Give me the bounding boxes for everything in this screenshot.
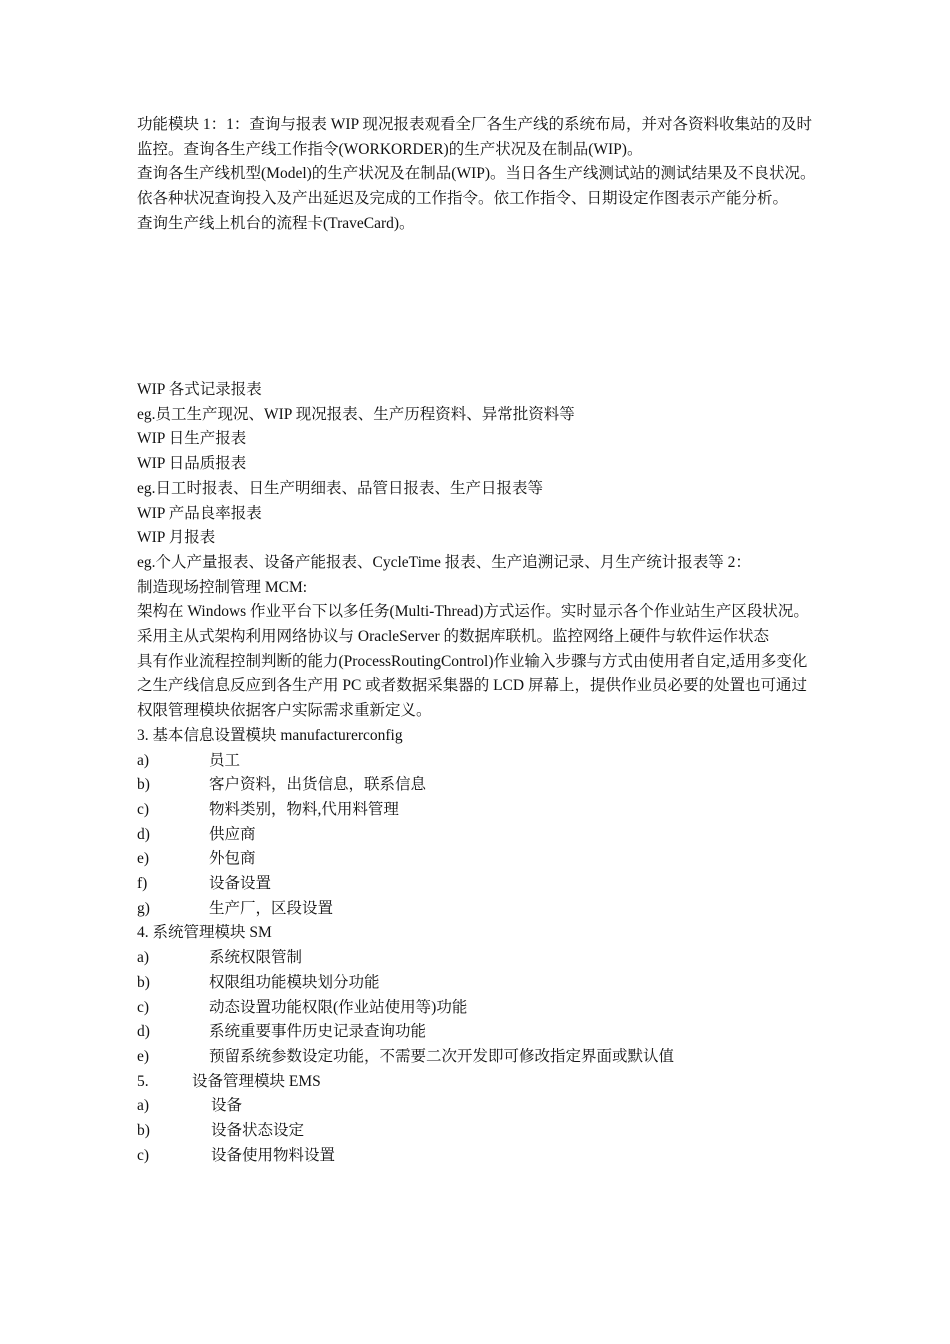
- list-marker: b): [137, 776, 150, 794]
- paragraph: WIP 产品良率报表: [137, 504, 262, 522]
- list-text: 设备设置: [209, 875, 272, 893]
- list-marker: a): [137, 949, 150, 967]
- paragraph: eg.个人产量报表、设备产能报表、CycleTime 报表、生产追溯记录、月生产统计报表等 2：: [137, 553, 751, 571]
- paragraph: 采用主从式架构利用网络协议与 OracleServer 的数据库联机。监控网络上硬件与软件运作状态: [137, 628, 770, 646]
- list-marker: g): [137, 899, 150, 917]
- list-text: 预留系统参数设定功能，不需要二次开发即可修改指定界面或默认值: [209, 1047, 675, 1065]
- paragraph: WIP 日品质报表: [137, 455, 247, 473]
- paragraph: 制造现场控制管理 MCM:: [137, 578, 308, 596]
- paragraph: WIP 月报表: [137, 529, 216, 547]
- paragraph: eg.员工生产现况、WIP 现况报表、生产历程资料、异常批资料等: [137, 405, 575, 423]
- list-item: [137, 897, 817, 922]
- module5-title: 设备管理模块 EMS: [192, 1072, 321, 1090]
- list-item: [137, 1045, 817, 1070]
- list-text: 系统重要事件历史记录查询功能: [209, 1023, 427, 1041]
- list-item: [137, 798, 817, 823]
- list-text: 生产厂，区段设置: [209, 899, 334, 917]
- list-marker: c): [137, 1146, 150, 1164]
- list-item: [137, 971, 817, 996]
- module3-heading: 3. 基本信息设置模块 manufacturerconfig: [137, 726, 403, 744]
- list-marker: e): [137, 850, 150, 868]
- list-text: 员工: [209, 751, 241, 769]
- list-text: 权限组功能模块划分功能: [209, 973, 380, 991]
- module4-heading: 4. 系统管理模块 SM: [137, 924, 272, 942]
- list-item: [137, 749, 817, 774]
- list-item: [137, 946, 817, 971]
- paragraph: WIP 日生产报表: [137, 430, 247, 448]
- list-item: [137, 1144, 817, 1169]
- paragraph: 架构在 Windows 作业平台下以多任务(Multi-Thread)方式运作。实时显示各个作业站生产区段状况。: [137, 603, 809, 621]
- list-marker: d): [137, 1023, 150, 1041]
- module5-heading: [137, 1070, 817, 1095]
- list-text: 供应商: [209, 825, 256, 843]
- list-item: [137, 1094, 817, 1119]
- section-query-reports: [137, 113, 817, 237]
- list-item: [137, 823, 817, 848]
- list-text: 物料类别，物料,代用料管理: [209, 800, 399, 818]
- module5-number: 5.: [137, 1072, 149, 1090]
- list-text: 系统权限管制: [209, 949, 303, 967]
- paragraph: 查询各生产线机型(Model)的生产状况及在制品(WIP)。当日各生产线测试站的测试结果及不良状况。依各种状况查询投入及产出延迟及完成的工作指令。依工作指令、日期设定作图表示产能分析。: [137, 165, 816, 208]
- list-item: [137, 1119, 817, 1144]
- list-text: 设备使用物料设置: [211, 1146, 336, 1164]
- list-marker: a): [137, 751, 150, 769]
- list-text: 外包商: [209, 850, 256, 868]
- list-marker: c): [137, 800, 150, 818]
- paragraph: 具有作业流程控制判断的能力(ProcessRoutingControl)作业输入步骤与方式由使用者自定,适用多变化之生产线信息反应到各生产用 PC 或者数据采集器的 LCD 屏幕上，提供作业员必要的处置也可通过权限管理模块依据客户实际需求重新定义。: [137, 652, 808, 720]
- paragraph: eg.日工时报表、日生产明细表、品管日报表、生产日报表等: [137, 479, 544, 497]
- section-wip-reports: [137, 378, 817, 1169]
- list-item: [137, 847, 817, 872]
- list-text: 设备: [211, 1097, 243, 1115]
- list-item: [137, 1020, 817, 1045]
- list-item: [137, 996, 817, 1021]
- paragraph: 功能模块 1：1：查询与报表 WIP 现况报表观看全厂各生产线的系统布局，并对各资料收集站的及时监控。查询各生产线工作指令(WORKORDER)的生产状况及在制品(WIP)。: [137, 116, 812, 158]
- paragraph: WIP 各式记录报表: [137, 381, 262, 398]
- list-text: 客户资料，出货信息，联系信息: [209, 776, 427, 794]
- list-text: 设备状态设定: [211, 1122, 305, 1140]
- list-marker: a): [137, 1097, 150, 1115]
- list-marker: b): [137, 973, 150, 991]
- list-marker: f): [137, 875, 148, 893]
- list-marker: e): [137, 1047, 150, 1065]
- list-item: [137, 872, 817, 897]
- list-item: [137, 773, 817, 798]
- paragraph: 查询生产线上机台的流程卡(TraveCard)。: [137, 214, 415, 232]
- list-text: 动态设置功能权限(作业站使用等)功能: [209, 998, 468, 1016]
- list-marker: d): [137, 825, 150, 843]
- list-marker: b): [137, 1122, 150, 1140]
- list-marker: c): [137, 998, 150, 1016]
